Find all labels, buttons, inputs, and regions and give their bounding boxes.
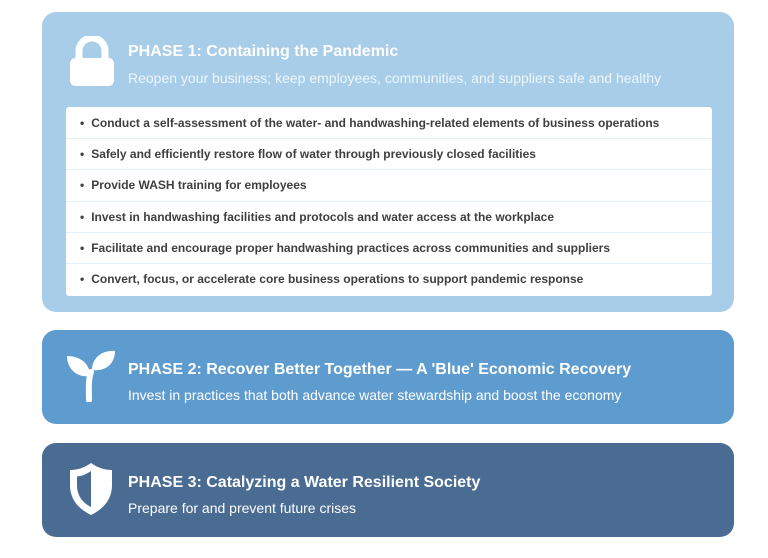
- phase-1-action-list: [66, 107, 712, 296]
- phase-3-panel: [42, 443, 734, 537]
- bullet: •: [80, 178, 85, 193]
- list-item-text: Conduct a self-assessment of the water- and handwashing-related elements of business operations: [91, 116, 660, 130]
- list-item-text: Provide WASH training for employees: [91, 178, 307, 193]
- bullet: •: [80, 240, 85, 255]
- shield-icon: [68, 461, 114, 517]
- list-item: [66, 264, 712, 295]
- list-item: [66, 139, 712, 170]
- bullet: •: [80, 116, 85, 130]
- lock-icon: [68, 36, 116, 86]
- bullet: •: [80, 147, 85, 162]
- bullet: •: [80, 271, 85, 286]
- list-item: [66, 233, 712, 264]
- list-item: [66, 170, 712, 201]
- list-item-text: Invest in handwashing facilities and protocols and water access at the workplace: [91, 209, 555, 224]
- phase-1-panel: [42, 12, 734, 312]
- phase-1-subtitle: Reopen your business; keep employees, communities, and suppliers safe and healthy: [128, 70, 662, 86]
- bullet: •: [80, 209, 85, 224]
- phase-3-subtitle: Prepare for and prevent future crises: [128, 500, 357, 516]
- list-item-text: Facilitate and encourage proper handwashing practices across communities and suppliers: [91, 240, 611, 255]
- phase-2-title: PHASE 2: Recover Better Together — A 'Blue' Economic Recovery: [128, 361, 632, 378]
- phase-3-title: PHASE 3: Catalyzing a Water Resilient Society: [128, 474, 481, 491]
- list-item: [66, 108, 712, 139]
- list-item: [66, 202, 712, 233]
- list-item-text: Safely and efficiently restore flow of water through previously closed facilities: [91, 147, 536, 162]
- phase-2-panel: [42, 330, 734, 424]
- sprout-icon: [66, 350, 116, 402]
- list-item-text: Convert, focus, or accelerate core business operations to support pandemic response: [91, 271, 584, 286]
- phase-2-subtitle: Invest in practices that both advance water stewardship and boost the economy: [128, 387, 622, 403]
- phase-1-title: PHASE 1: Containing the Pandemic: [128, 43, 399, 60]
